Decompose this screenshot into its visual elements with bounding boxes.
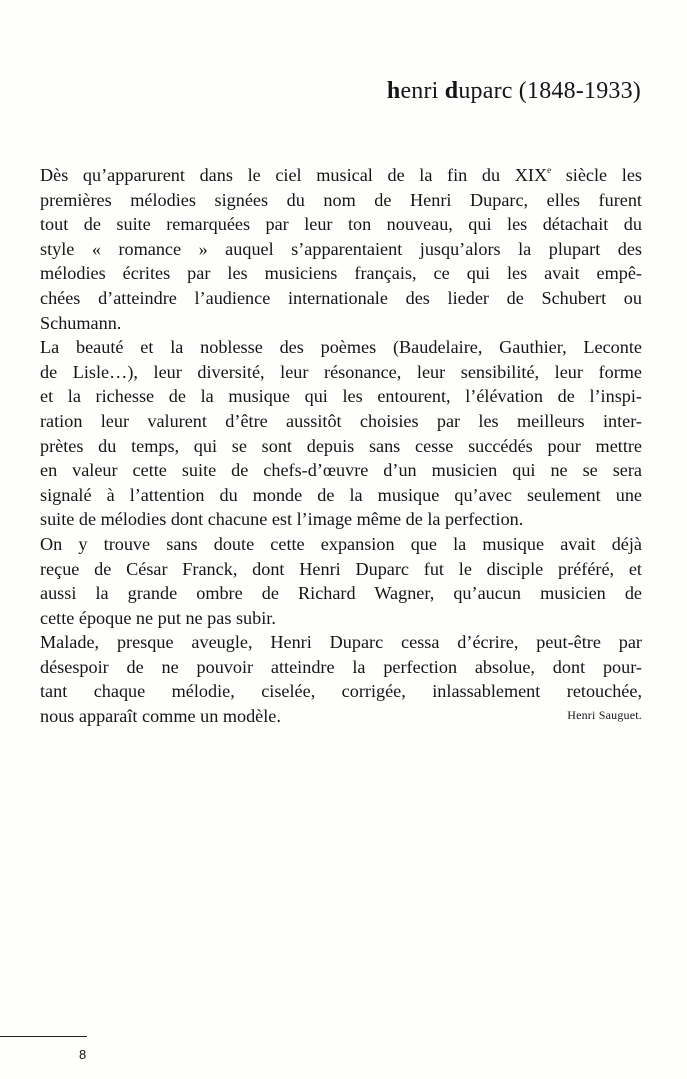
title-dates: (1848-1933): [512, 78, 641, 104]
text-line: reçue de César Franck, dont Henri Duparc fut le disciple préféré, et: [40, 558, 642, 579]
text-line: tout de suite remarquées par leur ton nouveau, qui les détachait du: [40, 214, 642, 235]
text-line: suite de mélodies dont chacune est l’image même de la perfection.: [40, 509, 524, 530]
title-duparc-rest: uparc: [458, 78, 513, 104]
text-line: en valeur cette suite de chefs-d’œuvre d’un musicien qui ne se sera: [40, 460, 642, 481]
page-title: [387, 76, 641, 106]
page-number: 8: [79, 1047, 87, 1062]
text-line: désespoir de ne pouvoir atteindre la perfection absolue, dont pour-: [40, 656, 642, 677]
text-line: ration leur valurent d’être aussitôt choisies par les meilleurs inter-: [40, 410, 642, 431]
text-line: de Lisle…), leur diversité, leur résonance, leur sensibilité, leur forme: [40, 361, 642, 382]
text-line: Malade, presque aveugle, Henri Duparc cessa d’écrire, peut-être par: [40, 632, 642, 653]
text-line: tant chaque mélodie, ciselée, corrigée, inlassablement retouchée,: [40, 681, 642, 702]
text-line: On y trouve sans doute cette expansion que la musique avait déjà: [40, 533, 642, 554]
text-line: cette époque ne put ne pas subir.: [40, 607, 276, 628]
text-line: premières mélodies signées du nom de Henri Duparc, elles furent: [40, 189, 642, 210]
paragraph-2: [40, 335, 642, 532]
body-text: [40, 163, 642, 729]
text-line: chées d’atteindre l’audience internationale des lieder de Schubert ou: [40, 287, 642, 308]
text-fragment: Dès qu’apparurent dans le ciel musical de la fin du XIX: [40, 165, 548, 185]
paragraph-1: [40, 163, 642, 335]
paragraph-4: [40, 630, 642, 728]
text-line: La beauté et la noblesse des poèmes (Baudelaire, Gauthier, Leconte: [40, 337, 642, 358]
footer-rule: [0, 1036, 87, 1037]
text-line: style « romance » auquel s’apparentaient jusqu’alors la plupart des: [40, 238, 642, 259]
text-line: mélodies écrites par les musiciens français, ce qui les avait empê-: [40, 263, 642, 284]
text-line: aussi la grande ombre de Richard Wagner, qu’aucun musicien de: [40, 583, 642, 604]
title-initial-h: h: [386, 78, 401, 104]
text-line: et la richesse de la musique qui les entourent, l’élévation de l’inspi-: [40, 386, 642, 407]
text-line: Schumann.: [40, 312, 122, 333]
text-line: nous apparaît comme un modèle.: [40, 706, 281, 727]
title-henri-rest: enri: [400, 78, 445, 104]
text-line: prètes du temps, qui se sont depuis sans cesse succédés pour mettre: [40, 435, 642, 456]
superscript-e: e: [547, 165, 552, 175]
paragraph-3: [40, 532, 642, 630]
signature: Henri Sauguet.: [567, 708, 642, 722]
text-fragment: siècle les: [551, 165, 642, 185]
title-initial-d: d: [444, 78, 459, 104]
text-line: [40, 163, 642, 188]
text-line: signalé à l’attention du monde de la musique qu’avec seulement une: [40, 484, 642, 505]
